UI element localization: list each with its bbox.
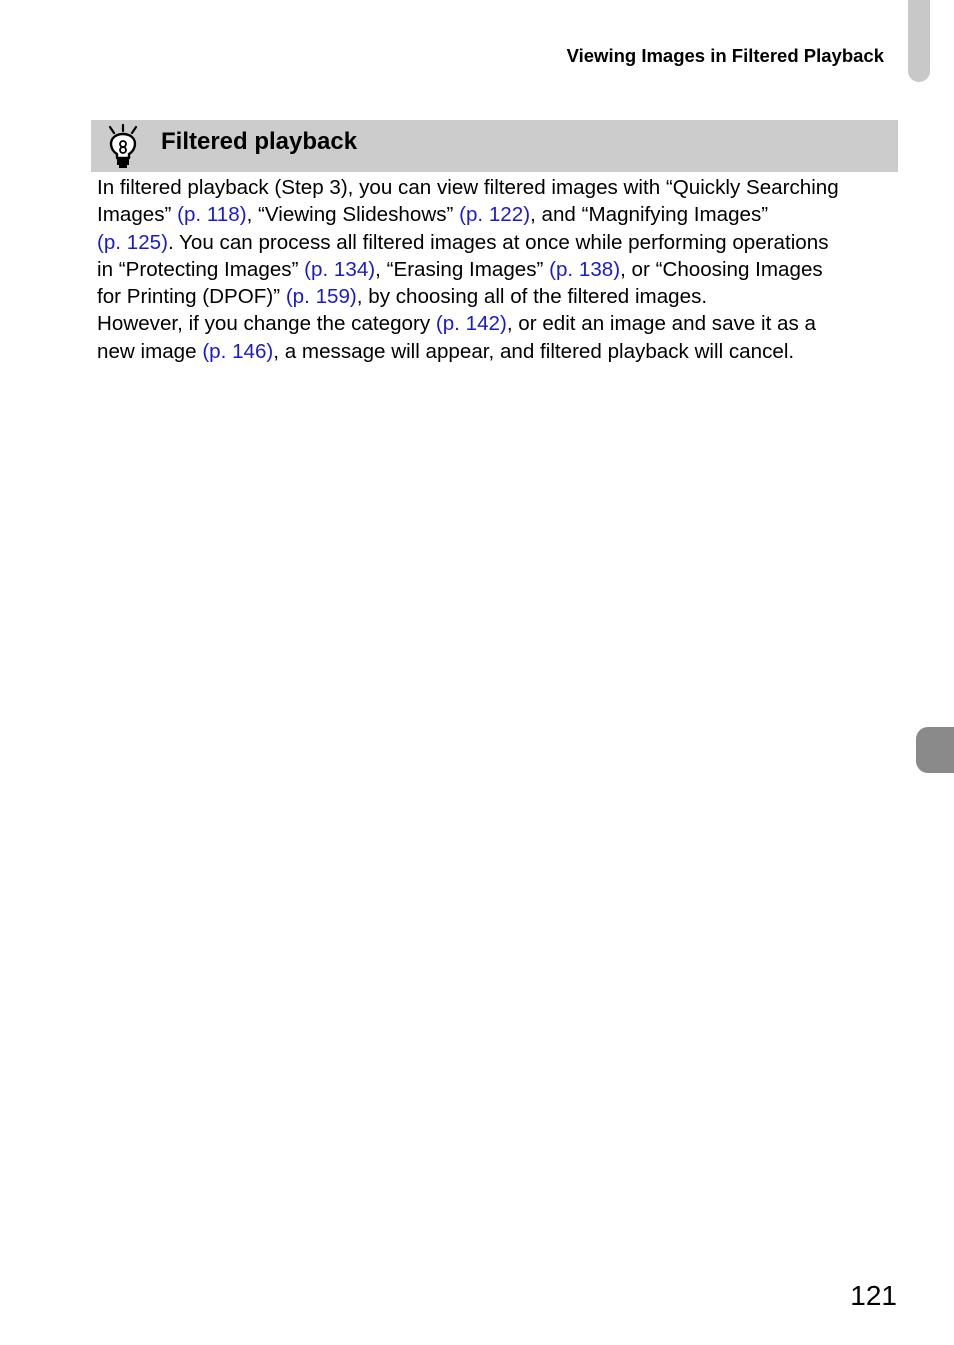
running-header: Viewing Images in Filtered Playback [566, 45, 884, 66]
page-link-122[interactable]: (p. 122) [459, 203, 531, 227]
body-text-segment: , a message will appear, and filtered playback will cancel. [273, 339, 795, 363]
body-line-4 [97, 256, 897, 283]
page-link-125[interactable]: (p. 125) [97, 230, 168, 254]
body-text-segment: in “Protecting Images” [97, 257, 305, 281]
page-link-118[interactable]: (p. 118) [177, 203, 247, 227]
body-text-segment: . You can process all filtered images at once while performing operations [167, 230, 829, 254]
page-number: 121 [850, 1280, 897, 1311]
body-text-segment: Images” [97, 203, 178, 227]
body-line-5 [97, 283, 897, 310]
body-text-segment: , and “Magnifying Images” [530, 203, 769, 227]
body-text-segment: , or edit an image and save it as a [506, 312, 816, 336]
page-link-146[interactable]: (p. 146) [202, 339, 274, 363]
body-line-3 [97, 229, 897, 256]
body-line-6 [97, 310, 897, 337]
page-link-159[interactable]: (p. 159) [285, 285, 357, 309]
body-line-2 [97, 201, 897, 228]
body-text-segment: new image [97, 339, 203, 363]
body-text-segment: , by choosing all of the filtered images. [356, 285, 708, 309]
body-text-segment: , “Erasing Images” [375, 257, 550, 281]
body-text-segment: , “Viewing Slideshows” [246, 203, 460, 227]
body-text-segment: In filtered playback (Step 3), you can view filtered images with “Quickly Searching [97, 176, 839, 199]
body-line-1 [97, 174, 897, 201]
top-edge-tab [908, 0, 930, 82]
page-link-142[interactable]: (p. 142) [435, 312, 507, 336]
tip-body [97, 174, 897, 365]
page-link-134[interactable]: (p. 134) [304, 257, 376, 281]
body-text-segment: , or “Choosing Images [620, 257, 823, 281]
body-line-7 [97, 338, 897, 365]
lightbulb-icon [108, 124, 138, 168]
body-text-segment: However, if you change the category [97, 312, 436, 336]
tip-title: Filtered playback [161, 128, 358, 155]
page-link-138[interactable]: (p. 138) [549, 257, 621, 281]
chapter-side-tab [916, 727, 954, 773]
body-text-segment: for Printing (DPOF)” [97, 285, 286, 309]
